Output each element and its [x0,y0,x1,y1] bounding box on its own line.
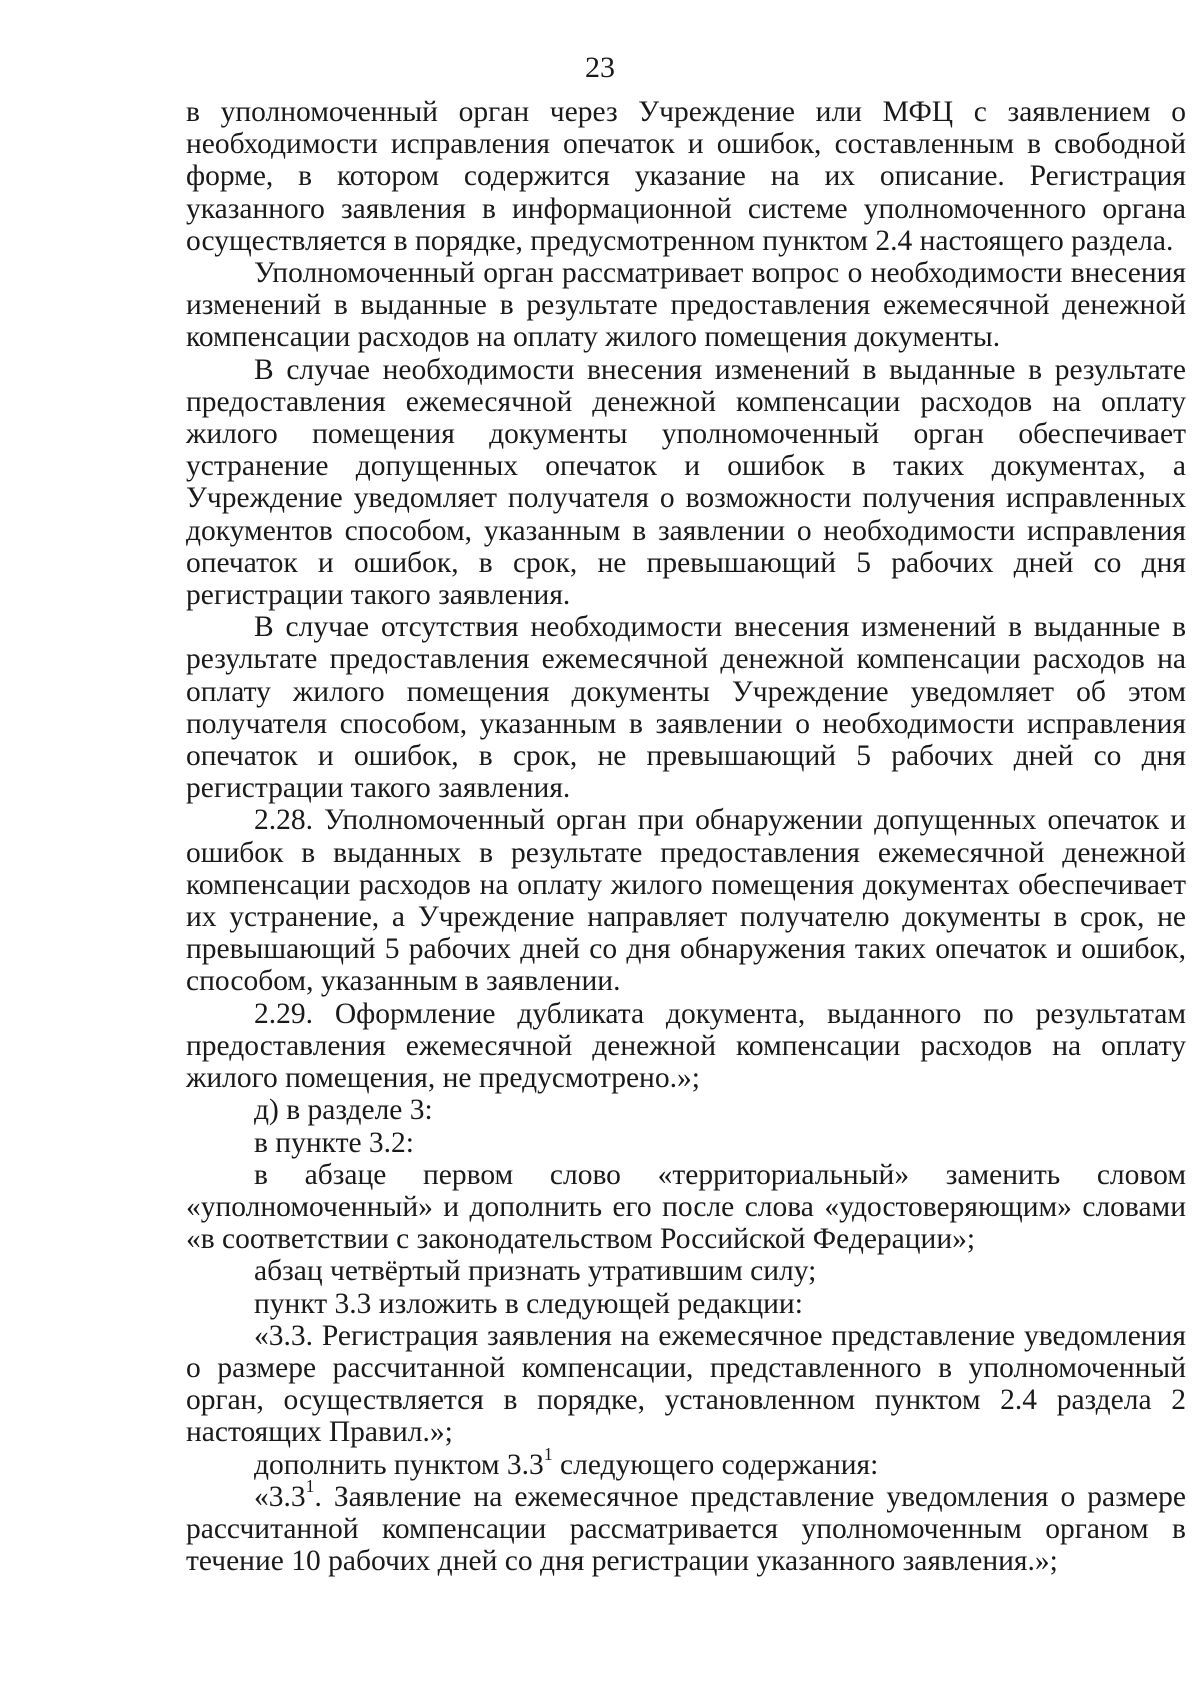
text-fragment: дополнить пунктом 3.3 [254,1448,544,1481]
paragraph-add-3-3-1 [186,1443,1186,1481]
superscript: 1 [543,1443,553,1464]
paragraph-no-changes-needed: В случае отсутствия необходимости внесения изменений в выданные в результате предоставления ежемесячной денежной компенсации расходов на оплату жилого помещения документы Учреждение уведомляет об этом получателя способом, указанным в заявлении о необходимости исправления опечаток и ошибок, в срок, не превышающий 5 рабочих дней со дня регистрации такого заявления. [186,611,1186,805]
paragraph-section-3: д) в разделе 3: [254,1094,433,1127]
text-fragment: . Заявление на ежемесячное представление уведомления о размере рассчитанной компенсации рассматривается уполномоченным органом в течение 10 рабочих дней со дня регистрации указанного заявления.»; [186,1480,1186,1578]
paragraph-fourth-abzac: абзац четвёртый признать утратившим силу; [254,1255,817,1288]
paragraph-first-abzac: в абзаце первом слово «территориальный» заменить словом «уполномоченный» и дополнить его после слова «удостоверяющим» словами «в соответствии с законодательством Российской Федерации»; [186,1158,1186,1256]
paragraph-item-3-3-intro: пункт 3.3 изложить в следующей редакции: [254,1287,803,1320]
text-fragment: «3.3 [254,1480,306,1513]
paragraph-changes-needed: В случае необходимости внесения изменений в выданные в результате предоставления ежемесячной денежной компенсации расходов на оплату жилого помещения документы уполномоченный орган обеспечивает устранение допущенных опечаток и ошибок в таких документах, а Учреждение уведомляет получателя о возможности получения исправленных документов способом, указанным в заявлении о необходимости исправления опечаток и ошибок, в срок, не превышающий 5 рабочих дней со дня регистрации такого заявления. [186,353,1186,612]
superscript: 1 [305,1475,315,1496]
paragraph-continuation: в уполномоченный орган через Учреждение или МФЦ с заявлением о необходимости исправления опечаток и ошибок, составленным в свободной форме, в котором содержится указание на их описание. Регистрация указанного заявления в информационной системе уполномоченного органа осуществляется в порядке, предусмотренном пунктом 2.4 настоящего раздела. [186,96,1186,257]
paragraph-item-3-3: «3.3. Регистрация заявления на ежемесячное представление уведомления о размере рассчитанной компенсации, представленного в уполномоченный орган, осуществляется в порядке, установленном пунктом 2.4 раздела 2 настоящих Правил.»; [186,1319,1186,1449]
paragraph-item-3-3-1 [186,1475,1186,1578]
document-body [186,96,1186,1577]
paragraph-2-29: 2.29. Оформление дубликата документа, выданного по результатам предоставления ежемесячной денежной компенсации расходов на оплату жилого помещения, не предусмотрено.»; [186,997,1186,1095]
paragraph-2-28: 2.28. Уполномоченный орган при обнаружении допущенных опечаток и ошибок в выданных в результате предоставления ежемесячной денежной компенсации расходов на оплату жилого помещения документах обеспечивает их устранение, а Учреждение направляет получателю документы в срок, не превышающий 5 рабочих дней со дня обнаружения таких опечаток и ошибок, способом, указанным в заявлении. [186,804,1186,998]
paragraph-item-3-2: в пункте 3.2: [254,1126,415,1159]
text-fragment: следующего содержания: [552,1448,879,1481]
paragraph-authority-review: Уполномоченный орган рассматривает вопрос о необходимости внесения изменений в выданные в результате предоставления ежемесячной денежной компенсации расходов на оплату жилого помещения документы. [186,257,1186,354]
page-number: 23 [585,51,615,84]
